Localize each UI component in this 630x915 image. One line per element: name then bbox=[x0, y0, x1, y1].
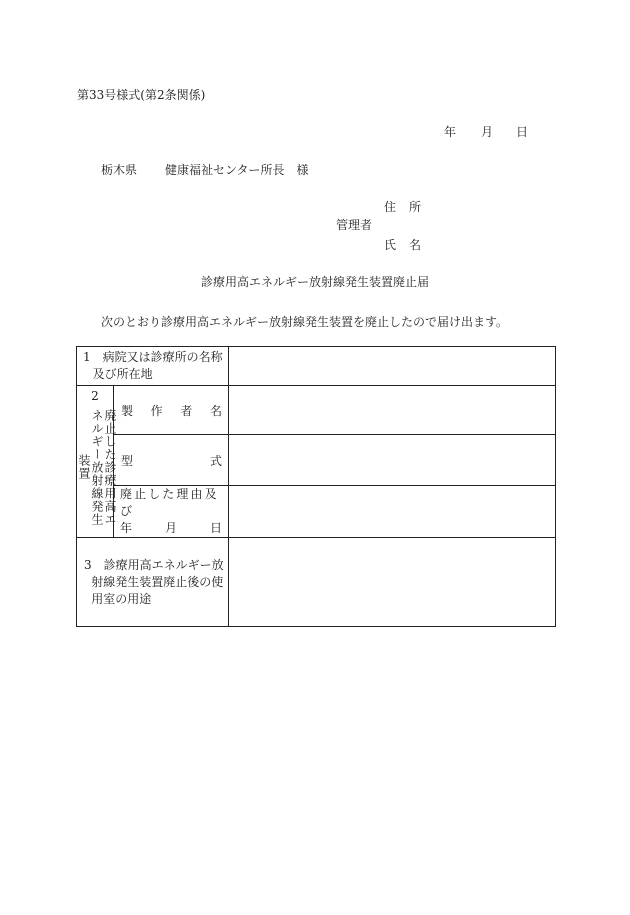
maker-label-char: 者 bbox=[180, 403, 193, 418]
date-month-label: 月 bbox=[481, 125, 494, 139]
table-row bbox=[77, 386, 556, 435]
model-label bbox=[114, 435, 229, 486]
maker-field[interactable] bbox=[229, 386, 556, 435]
table-row bbox=[77, 486, 556, 538]
row3-label bbox=[77, 538, 229, 627]
row1-label-line1: 病院又は診療所の名称 bbox=[102, 350, 223, 364]
reason-date-char: 日 bbox=[210, 521, 223, 535]
addressee-recipient: 健康福祉センター所長 様 bbox=[165, 163, 309, 177]
reason-date-char: 月 bbox=[165, 521, 178, 535]
document-title: 診療用高エネルギー放射線発生装置廃止届 bbox=[200, 275, 429, 289]
addressee-prefecture: 栃木県 bbox=[101, 163, 138, 177]
facility-name-field[interactable] bbox=[229, 347, 556, 386]
table-row bbox=[77, 435, 556, 486]
model-label-char: 式 bbox=[210, 453, 223, 468]
row3-label-line3: 用室の用途 bbox=[91, 591, 152, 606]
maker-label-char: 名 bbox=[209, 403, 222, 418]
address-label-char-1: 住 bbox=[384, 200, 397, 214]
date-day-label: 日 bbox=[516, 125, 529, 139]
date-year-label: 年 bbox=[444, 125, 457, 139]
row3-label-line1: 診療用高エネルギー放 bbox=[103, 557, 224, 572]
row3-label-line2: 射線発生装置廃止後の使 bbox=[91, 574, 224, 589]
reason-label-line1: 廃止した理由及び bbox=[120, 487, 219, 518]
row1-label bbox=[77, 347, 229, 386]
maker-label-char: 製 bbox=[121, 403, 134, 418]
model-label-char: 型 bbox=[121, 453, 134, 468]
table-row bbox=[77, 347, 556, 386]
manager-title: 管理者 bbox=[336, 218, 373, 232]
model-field[interactable] bbox=[229, 435, 556, 486]
name-label-char-1: 氏 bbox=[384, 238, 397, 252]
maker-label bbox=[114, 386, 229, 435]
form-number: 第33号様式(第2条関係) bbox=[77, 88, 206, 102]
address-label-char-2: 所 bbox=[409, 200, 422, 214]
room-usage-field[interactable] bbox=[229, 538, 556, 627]
reason-date-label bbox=[114, 486, 229, 538]
row1-label-line2: 及び所在地 bbox=[92, 367, 153, 381]
maker-label-char: 作 bbox=[150, 403, 163, 418]
body-text: 次のとおり診療用高エネルギー放射線発生装置を廃止したので届け出ます。 bbox=[101, 315, 509, 329]
table-row bbox=[77, 538, 556, 627]
row3-number: 3 bbox=[84, 557, 92, 572]
group2-vertical-label: 廃止した診療用高エネルギー放射線発生装置 bbox=[77, 408, 117, 526]
group2-number: 2 bbox=[91, 389, 99, 403]
reason-date-char: 年 bbox=[120, 521, 133, 535]
form-table bbox=[76, 346, 556, 627]
reason-date-field[interactable] bbox=[229, 486, 556, 538]
row1-number: 1 bbox=[83, 350, 91, 364]
name-label-char-2: 名 bbox=[409, 238, 422, 252]
device-group-label bbox=[77, 386, 117, 538]
addressee bbox=[101, 161, 309, 178]
